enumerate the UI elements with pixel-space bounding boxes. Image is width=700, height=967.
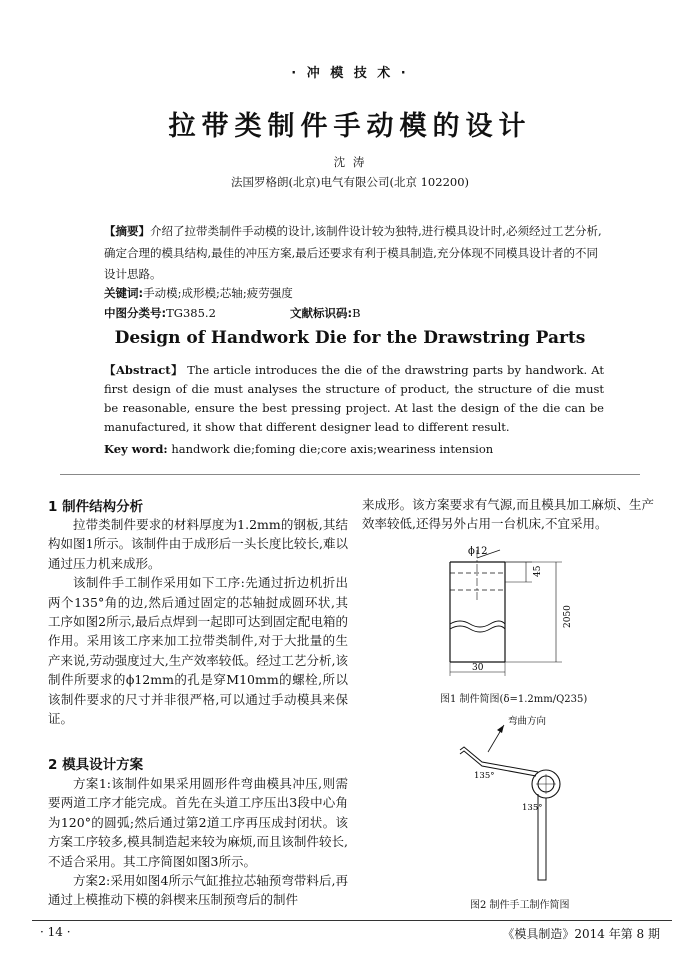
keywords [104, 285, 293, 301]
strip-bent-bottom [460, 751, 536, 776]
cn-abstract-label: 【摘要】 [104, 224, 150, 238]
direction-label: 弯曲方向 [508, 716, 547, 727]
en-keywords-text: handwork die;foming die;core axis;weariness intension [171, 442, 494, 456]
angle-label-2: 135° [522, 803, 543, 813]
figure-2-drawing [450, 712, 610, 887]
affiliation: 法国罗格朗(北京)电气有限公司(北京 102200) [231, 175, 469, 189]
en-abstract-text: The article introduces the die of the drawstring parts by handwork. At first design of die must analyses the structure of product, the structure of die must be reasonable, ensure the best pressing project. At last the design of the die can be manufactured, it show that different designer lead to different result. [104, 363, 605, 434]
section-1-paragraph-2: 该制件手工制作采用如下工序:先通过折边机折出两个135°角的边,然后通过固定的芯轴挝成圆环状,其工序如图2所示,最后点焊到一起即可达到固定配电箱的作用。采用该工序来加工拉带类制件,对于大批量的生产来说,劳动强度过大,生产效率较低。经过工艺分析,该制件所要求的ϕ12mm的孔是穿M10mm的螺栓,所以该制件要求的尺寸并非很严格,可以通过手动模具来保证。 [48, 575, 348, 727]
right-column-text [362, 495, 654, 534]
cn-abstract [104, 221, 604, 286]
figure-1-caption: 图1 制件简图(δ=1.2mm/Q235) [440, 694, 588, 705]
english-title: Design of Handwork Die for the Drawstring Parts [114, 328, 586, 348]
keywords-label: 关键词: [104, 286, 144, 300]
doc-id [290, 305, 361, 321]
figure-1-drawing [430, 540, 590, 680]
en-abstract [104, 361, 604, 437]
section-1-title: 1 制件结构分析 [48, 499, 144, 515]
section-2-title: 2 模具设计方案 [48, 757, 144, 773]
direction-arrowhead [497, 725, 504, 733]
keywords-text: 手动模;成形模;芯轴;疲劳强度 [143, 286, 293, 300]
author: 沈 涛 [333, 155, 367, 169]
classification [104, 305, 361, 321]
section-1-paragraph-1: 拉带类制件要求的材料厚度为1.2mm的钢板,其结构如图1所示。该制件由于成形后一头长度比较长,难以通过压力机来成形。 [48, 517, 348, 571]
dia-label: ϕ12 [468, 546, 488, 557]
footer-rule [32, 920, 672, 921]
en-keywords [104, 442, 493, 456]
paper-title: 拉带类制件手动模的设计 [168, 111, 532, 142]
clc-value: TG385.2 [166, 306, 216, 320]
angle-label-1: 135° [474, 771, 495, 781]
section-2-body [48, 774, 348, 910]
section-2-paragraph-2: 方案2:采用如图4所示气缸推拉芯轴预弯带料后,再通过上模推动下模的斜楔来压制预弯后的制件 [48, 873, 348, 908]
en-keywords-label: Key word: [104, 442, 168, 456]
journal-info: 《模具制造》2014 年第 8 期 [502, 927, 660, 941]
en-abstract-label: 【Abstract】 [104, 363, 184, 377]
clc-label: 中图分类号: [104, 306, 167, 320]
doc-id-label: 文献标识码: [290, 306, 353, 320]
cn-abstract-text: 介绍了拉带类制件手动模的设计,该制件设计较为独特,进行模具设计时,必须经过工艺分析,确定合理的模具结构,最佳的冲压方案,最后还要求有利于模具制造,充分体现不同模具设计者的不同设计思路。 [104, 224, 602, 281]
section-header: · 冲 模 技 术 · [291, 66, 409, 81]
dim-2050: 2050 [563, 605, 573, 628]
section-1-body [48, 515, 348, 728]
doc-id-value: B [352, 306, 361, 320]
dim-45: 45 [533, 565, 543, 577]
section-2-paragraph-1: 方案1:该制件如果采用圆形件弯曲模具冲压,则需要两道工序才能完成。首先在头道工序压出3段中心角为120°的圆弧;然后通过第2道工序再压成封闭状。该方案工序较多,模具制造起来较为麻烦,而且该制件较长,不适合采用。其工序简图如图3所示。 [48, 776, 348, 869]
strip-bent-top [460, 747, 538, 772]
figure-2-caption: 图2 制件手工制作简图 [470, 900, 570, 911]
right-paragraph-1: 来成形。该方案要求有气源,而且模具加工麻烦、生产效率较低,还得另外占用一台机床,不宜采用。 [362, 497, 654, 532]
dim-30: 30 [472, 663, 484, 673]
page-number: · 14 · [40, 925, 71, 939]
separator [60, 474, 640, 475]
